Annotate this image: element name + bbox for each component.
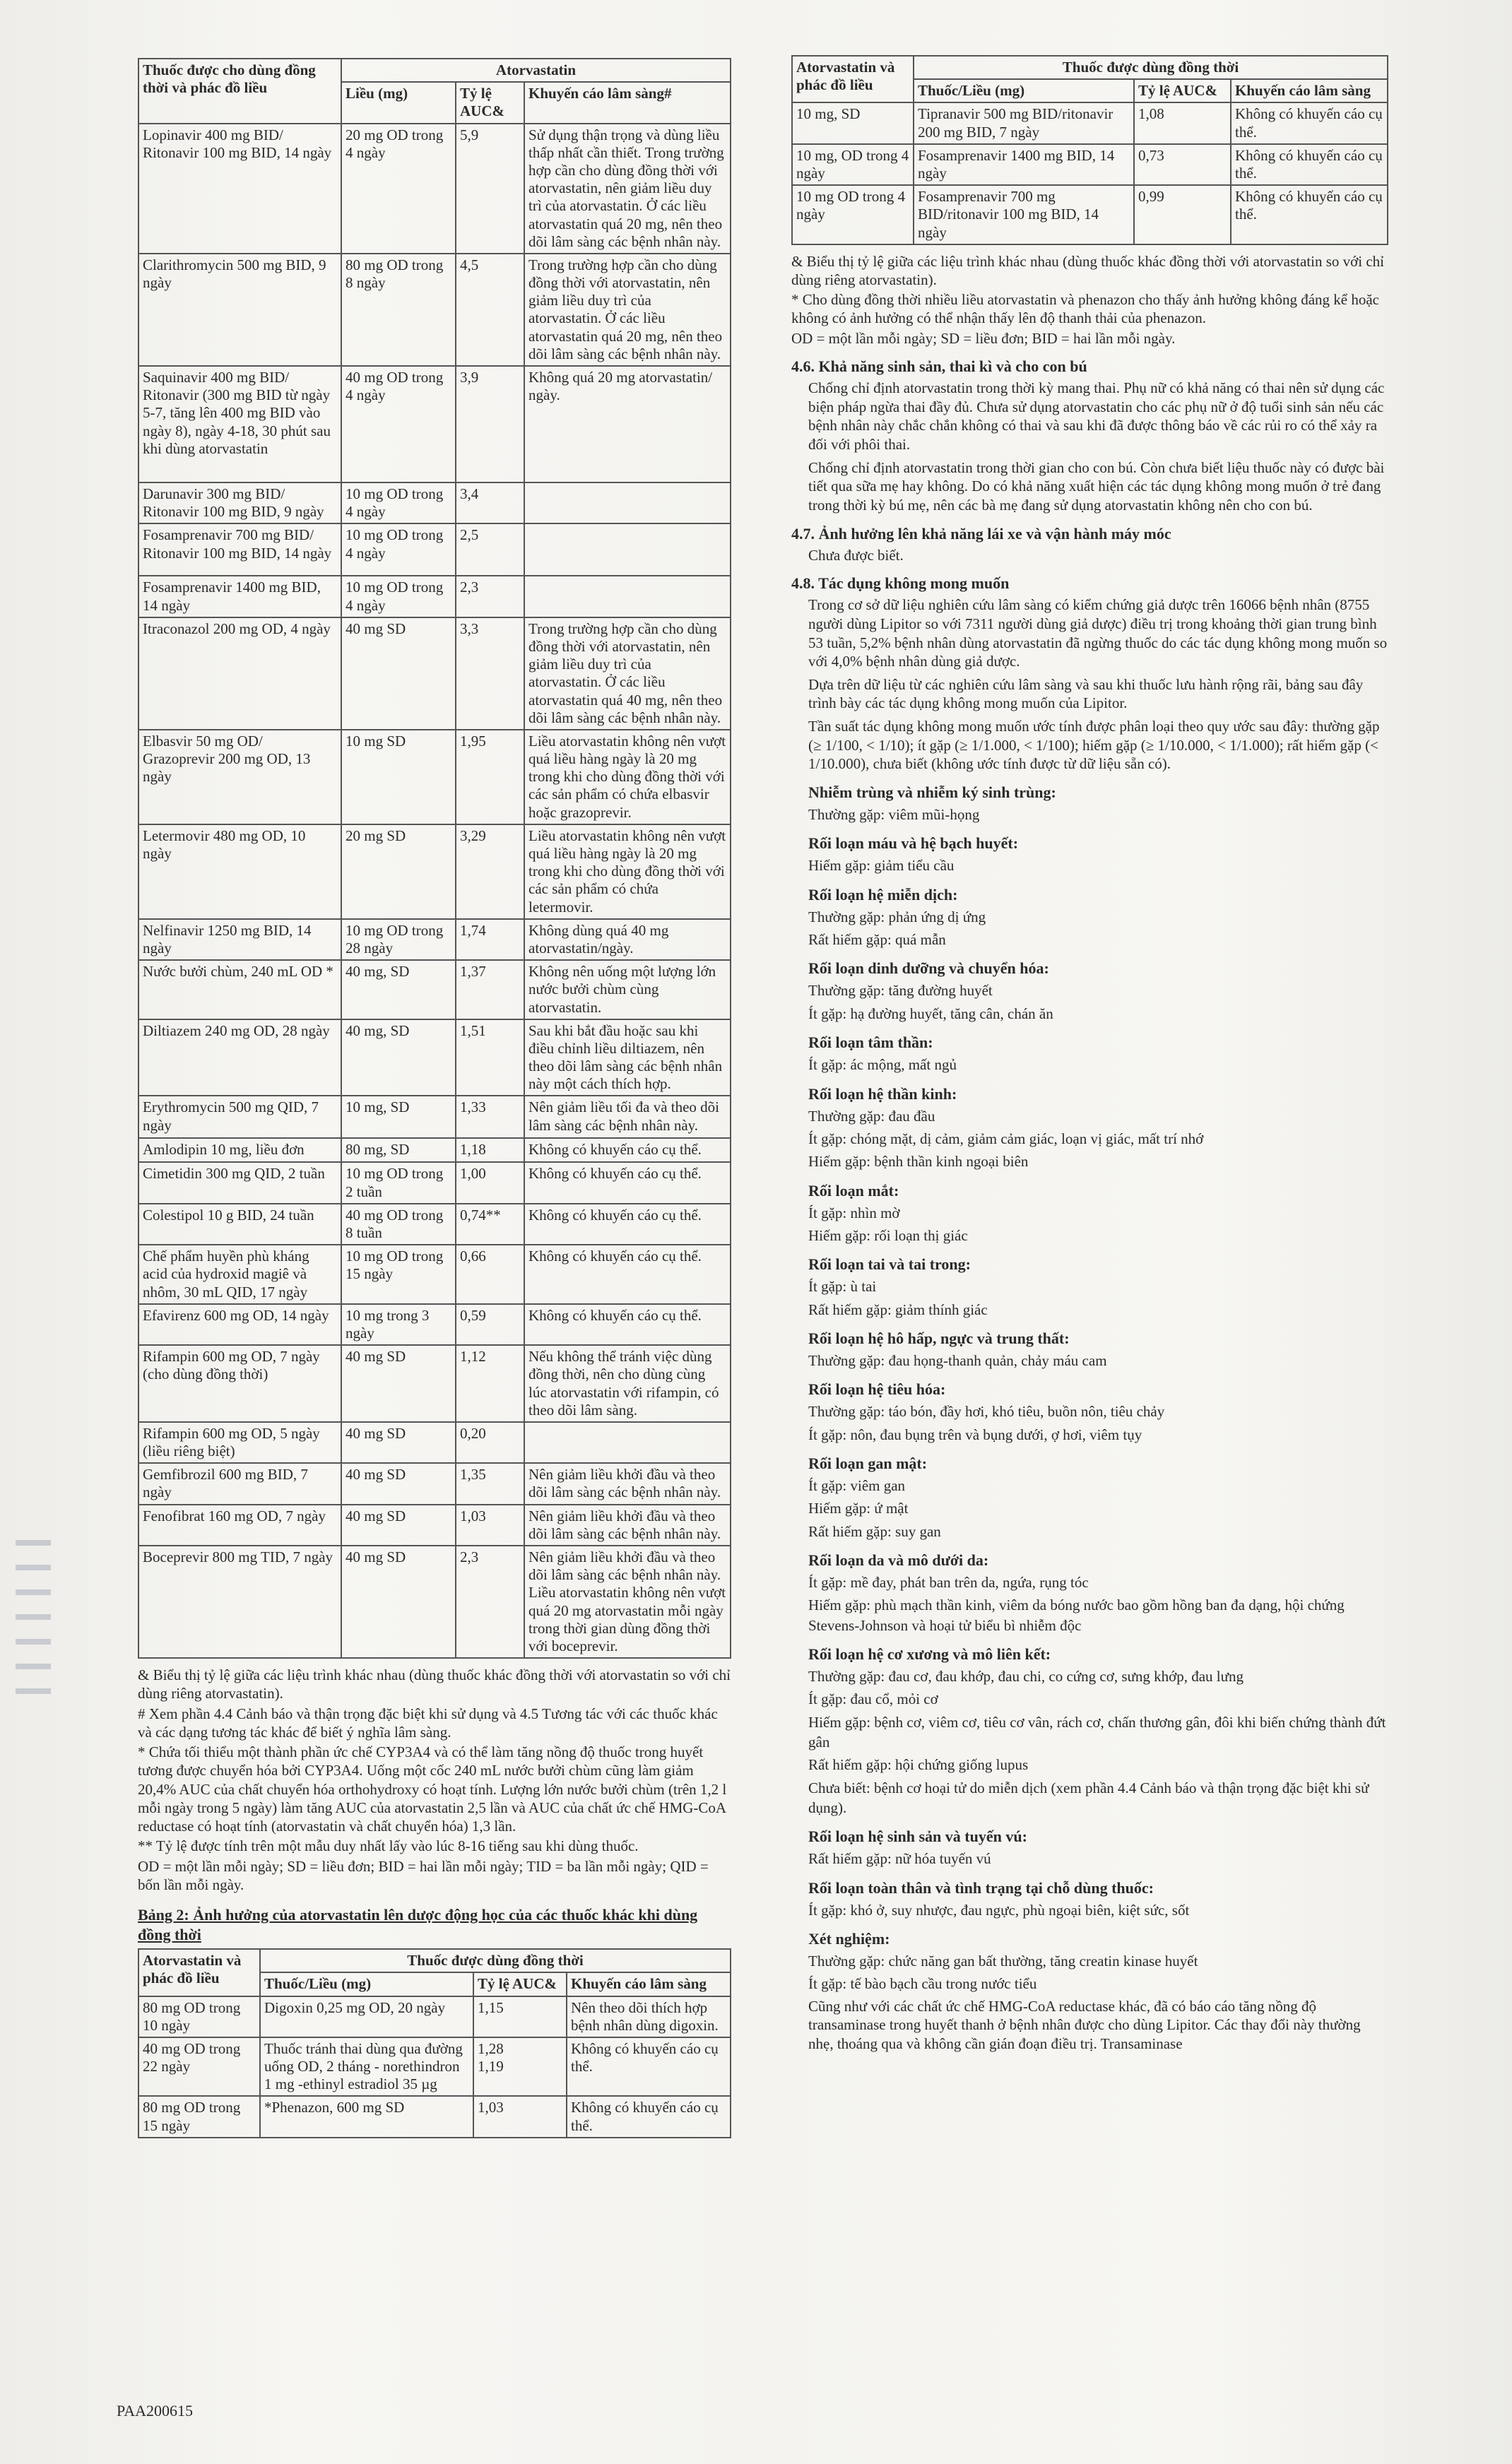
dose-cell: 40 mg SD <box>341 617 456 730</box>
edge-mark <box>16 1540 51 1546</box>
adverse-effect-item: Rất hiếm gặp: quá mẫn <box>808 931 946 949</box>
auc-ratio-cell: 2,3 <box>456 576 524 617</box>
table3-col-rec: Khuyến cáo lâm sàng <box>1231 79 1388 102</box>
table3-col-regimen: Atorvastatin và phác đồ liều <box>792 56 914 102</box>
auc-ratio-cell: 4,5 <box>456 254 524 366</box>
table-row <box>138 366 731 482</box>
table2-group-header: Thuốc được dùng đồng thời <box>260 1949 731 1972</box>
auc-ratio-cell: 1,37 <box>456 960 524 1019</box>
table-row <box>138 2096 731 2137</box>
adverse-effect-item: Ít gặp: đau cổ, mỏi cơ <box>808 1690 938 1708</box>
recommendation-cell: Liều atorvastatin không nên vượt quá liều hàng ngày là 20 mg trong khi cho dùng đồng thời với các sản phẩm có chứa elbasvir hoặc grazoprevir. <box>524 730 731 824</box>
drug-cell: Rifampin 600 mg OD, 5 ngày (liều riêng biệt) <box>138 1422 341 1463</box>
table1-col-dose: Liều (mg) <box>341 82 456 123</box>
edge-mark <box>16 1664 51 1669</box>
adverse-effect-item: Thường gặp: đau họng-thanh quản, chảy máu cam <box>808 1351 1107 1369</box>
recommendation-cell: Liều atorvastatin không nên vượt quá liều hàng ngày là 20 mg trong khi cho dùng đồng thời với các sản phẩm có chứa letermovir. <box>524 824 731 919</box>
table-row <box>138 919 731 960</box>
drug-cell: Cimetidin 300 mg QID, 2 tuần <box>138 1162 341 1203</box>
section-4-6-paragraph: Chống chỉ định atorvastatin trong thời gian cho con bú. Còn chưa biết liệu thuốc này có được bài tiết qua sữa mẹ hay không. Do có khả năng xuất hiện các tác dụng không mong muốn ở trẻ đang trong thời kỳ bú mẹ, nên các bà mẹ đang sử dụng atorvastatin không nên cho con bú. <box>808 458 1385 514</box>
auc-ratio-cell: 3,9 <box>456 366 524 482</box>
table2-caption: Bảng 2: Ảnh hưởng của atorvastatin lên dược động học của các thuốc khác khi dùng đồng thời <box>138 1906 698 1943</box>
table-row <box>138 617 731 730</box>
section-4-7-paragraph: Chưa được biết. <box>808 546 904 564</box>
dose-cell: 10 mg OD trong 15 ngày <box>341 1245 456 1304</box>
auc-ratio-cell: 1,08 <box>1134 102 1231 143</box>
footnote: # Xem phần 4.4 Cảnh báo và thận trọng đặc biệt khi sử dụng và 4.5 Tương tác với các thuốc khác và các dạng tương tác khác để biết ý nghĩa lâm sàng. <box>138 1705 718 1741</box>
recommendation-cell: Nên giảm liều khởi đầu và theo dõi lâm sàng các bệnh nhân này. <box>524 1463 731 1504</box>
auc-ratio-cell: 1,35 <box>456 1463 524 1504</box>
section-4-8-paragraph: Tần suất tác dụng không mong muốn ước tính được phân loại theo quy ước sau đây: thường gặp (≥ 1/100, < 1/10); ít gặp (≥ 1/1.000, < 1/100); hiếm gặp (≥ 1/10.000, < 1/1.000); rất hiếm gặp (< 1/10.000), chưa biết (không ước tính được từ dữ liệu sẵn có). <box>808 718 1380 773</box>
section-4-7-title: 4.7. Ảnh hưởng lên khả năng lái xe và vận hành máy móc <box>791 524 1171 543</box>
recommendation-cell: Không có khuyến cáo cụ thể. <box>1231 102 1388 143</box>
adverse-effect-item: Thường gặp: đau cơ, đau khớp, đau chi, co cứng cơ, sưng khớp, đau lưng <box>808 1668 1244 1685</box>
table2-col-rec: Khuyến cáo lâm sàng <box>567 1972 731 1996</box>
document-code: PAA200615 <box>117 2402 193 2419</box>
drug-cell: Nelfinavir 1250 mg BID, 14 ngày <box>138 919 341 960</box>
table3-group-header: Thuốc được dùng đồng thời <box>914 56 1388 79</box>
adverse-effect-category: Rối loạn hệ hô hấp, ngực và trung thất: <box>808 1329 1070 1347</box>
auc-ratio-cell: 0,74** <box>456 1204 524 1245</box>
footnote: & Biểu thị tỷ lệ giữa các liệu trình khác nhau (dùng thuốc khác đồng thời với atorvastatin so với chỉ dùng riêng atorvastatin). <box>138 1666 731 1702</box>
table3-col-auc: Tỷ lệ AUC& <box>1134 79 1231 102</box>
closing-paragraph: Cũng như với các chất ức chế HMG-CoA reductase khác, đã có báo cáo tăng nồng độ transaminase trong huyết thanh ở bệnh nhân được cho dùng Lipitor. Các thay đổi này thường nhẹ, thoáng qua và không cần gián đoạn điều trị. Transaminase <box>808 1997 1361 2053</box>
drug-cell: Lopinavir 400 mg BID/ Ritonavir 100 mg BID, 14 ngày <box>138 124 341 254</box>
adverse-effect-item: Ít gặp: nôn, đau bụng trên và bụng dưới, ợ hơi, viêm tụy <box>808 1426 1142 1443</box>
drug-cell: Itraconazol 200 mg OD, 4 ngày <box>138 617 341 730</box>
auc-ratio-cell: 2,5 <box>456 523 524 576</box>
adverse-effect-item: Rất hiếm gặp: nữ hóa tuyến vú <box>808 1850 991 1868</box>
recommendation-cell <box>524 576 731 617</box>
adverse-effect-item: Ít gặp: nhìn mờ <box>808 1204 900 1221</box>
table1-footnotes <box>138 1666 731 1894</box>
recommendation-cell: Nếu không thể tránh việc dùng đồng thời, nên cho dùng cùng lúc atorvastatin với rifampin, có theo dõi lâm sàng. <box>524 1345 731 1422</box>
recommendation-cell: Không quá 20 mg atorvastatin/ ngày. <box>524 366 731 482</box>
adverse-effect-category: Rối loạn tai và tai trong: <box>808 1255 971 1274</box>
table-row <box>138 1245 731 1304</box>
table-row <box>138 576 731 617</box>
table3-body <box>792 102 1388 244</box>
auc-ratio-cell: 1,95 <box>456 730 524 824</box>
auc-ratio-cell: 0,73 <box>1134 144 1231 185</box>
adverse-effect-item: Ít gặp: mề đay, phát ban trên da, ngứa, rụng tóc <box>808 1573 1089 1591</box>
table-row <box>792 144 1388 185</box>
table-row <box>138 1996 731 2037</box>
drug-cell: Fosamprenavir 700 mg BID/ Ritonavir 100 mg BID, 14 ngày <box>138 523 341 576</box>
adverse-effect-category: Nhiễm trùng và nhiễm ký sinh trùng: <box>808 783 1056 802</box>
adverse-effect-category: Rối loạn máu và hệ bạch huyết: <box>808 834 1019 853</box>
auc-ratio-cell: 1,51 <box>456 1019 524 1096</box>
table-row <box>138 1463 731 1504</box>
recommendation-cell: Sau khi bắt đầu hoặc sau khi điều chỉnh liều diltiazem, nên theo dõi lâm sàng các bệnh nhân này một cách thích hợp. <box>524 1019 731 1096</box>
interaction-table-2 <box>138 1948 731 2138</box>
dose-cell: 10 mg trong 3 ngày <box>341 1304 456 1345</box>
auc-ratio-cell: 2,3 <box>456 1546 524 1658</box>
auc-ratio-cell: 3,3 <box>456 617 524 730</box>
drug-cell: Tipranavir 500 mg BID/ritonavir 200 mg BID, 7 ngày <box>914 102 1134 143</box>
table-row <box>138 2037 731 2097</box>
footnote: & Biểu thị tỷ lệ giữa các liệu trình khác nhau (dùng thuốc khác đồng thời với atorvastatin so với chỉ dùng riêng atorvastatin). <box>791 252 1385 288</box>
drug-cell: Fosamprenavir 1400 mg BID, 14 ngày <box>138 576 341 617</box>
recommendation-cell: Không nên uống một lượng lớn nước bưởi chùm cùng atorvastatin. <box>524 960 731 1019</box>
drug-cell: Digoxin 0,25 mg OD, 20 ngày <box>260 1996 473 2037</box>
table-row <box>138 1422 731 1463</box>
auc-ratio-cell: 1,12 <box>456 1345 524 1422</box>
drug-cell: Gemfibrozil 600 mg BID, 7 ngày <box>138 1463 341 1504</box>
drug-cell: Fosamprenavir 1400 mg BID, 14 ngày <box>914 144 1134 185</box>
drug-cell: Thuốc tránh thai dùng qua đường uống OD, 2 tháng - norethindron 1 mg -ethinyl estradiol 35 µg <box>260 2037 473 2097</box>
auc-ratio-cell: 1,15 <box>473 1996 567 2037</box>
auc-ratio-cell: 1,03 <box>456 1505 524 1546</box>
dose-cell: 80 mg, SD <box>341 1138 456 1162</box>
edge-mark <box>16 1565 51 1570</box>
regimen-cell: 80 mg OD trong 10 ngày <box>138 1996 260 2037</box>
table-row <box>138 1345 731 1422</box>
recommendation-cell: Không có khuyến cáo cụ thể. <box>524 1162 731 1203</box>
auc-ratio-cell: 5,9 <box>456 124 524 254</box>
adverse-effect-item: Thường gặp: chức năng gan bất thường, tăng creatin kinase huyết <box>808 1953 1198 1970</box>
adverse-effect-item: Hiếm gặp: ứ mật <box>808 1500 909 1517</box>
dose-cell: 40 mg, SD <box>341 1019 456 1096</box>
dose-cell: 40 mg SD <box>341 1422 456 1463</box>
drug-cell: Colestipol 10 g BID, 24 tuần <box>138 1204 341 1245</box>
auc-ratio-cell: 1,03 <box>473 2096 567 2137</box>
dose-cell: 10 mg, SD <box>341 1096 456 1138</box>
dose-cell: 10 mg OD trong 2 tuần <box>341 1162 456 1203</box>
table3-col-drug: Thuốc/Liều (mg) <box>914 79 1134 102</box>
section-4-8-paragraph: Trong cơ sở dữ liệu nghiên cứu lâm sàng có kiểm chứng giả dược trên 16066 bệnh nhân (8755 người dùng Lipitor so với 7311 người dùng giả dược) điều trị trong khoảng thời gian trung bình 53 tuần, 5,2% bệnh nhân dùng atorvastatin đã ngừng thuốc do các tác dụng không mong muốn so với 4,0% bệnh nhân dùng giả dược. <box>808 596 1388 670</box>
adverse-effect-item: Ít gặp: chóng mặt, dị cảm, giảm cảm giác, loạn vị giác, mất trí nhớ <box>808 1130 1204 1147</box>
dose-cell: 40 mg OD trong 4 ngày <box>341 366 456 482</box>
auc-ratio-cell: 0,59 <box>456 1304 524 1345</box>
adverse-effect-item: Rất hiếm gặp: suy gan <box>808 1522 941 1540</box>
adverse-effect-item: Hiếm gặp: rối loạn thị giác <box>808 1226 968 1244</box>
adverse-effect-item: Hiếm gặp: bệnh thần kinh ngoại biên <box>808 1153 1029 1171</box>
adverse-effect-category: Rối loạn hệ tiêu hóa: <box>808 1380 946 1399</box>
table2-col-regimen: Atorvastatin và phác đồ liều <box>138 1949 260 1996</box>
adverse-effect-category: Rối loạn hệ thần kinh: <box>808 1084 957 1103</box>
adverse-effect-item: Ít gặp: ác mộng, mất ngủ <box>808 1056 957 1074</box>
table2-col-drug: Thuốc/Liều (mg) <box>260 1972 473 1996</box>
auc-ratio-cell: 1,00 <box>456 1162 524 1203</box>
table1-group-header: Atorvastatin <box>341 59 731 82</box>
footnote: OD = một lần mỗi ngày; SD = liều đơn; BID = hai lần mỗi ngày. <box>791 329 1176 347</box>
right-column <box>791 55 1388 2058</box>
table-row <box>138 1304 731 1345</box>
adverse-effect-item: Thường gặp: táo bón, đầy hơi, khó tiêu, buồn nôn, tiêu chảy <box>808 1403 1165 1421</box>
dose-cell: 40 mg, SD <box>341 960 456 1019</box>
drug-cell: Diltiazem 240 mg OD, 28 ngày <box>138 1019 341 1096</box>
adverse-effect-category: Rối loạn mắt: <box>808 1181 899 1200</box>
section-4-8-title: 4.8. Tác dụng không mong muốn <box>791 574 1010 593</box>
regimen-cell: 10 mg OD trong 4 ngày <box>792 185 914 244</box>
recommendation-cell: Trong trường hợp cần cho dùng đồng thời với atorvastatin, nên giảm liều duy trì của atorvastatin. Ở các liều atorvastatin quá 40 mg, nên theo dõi lâm sàng các bệnh nhân này. <box>524 617 731 730</box>
table1-col-auc: Tỷ lệ AUC& <box>456 82 524 123</box>
auc-ratio-cell: 1,28 1,19 <box>473 2037 567 2097</box>
drug-cell: Darunavir 300 mg BID/ Ritonavir 100 mg BID, 9 ngày <box>138 482 341 523</box>
interaction-table-2-continued <box>791 55 1388 245</box>
table-row <box>138 824 731 919</box>
drug-cell: Chế phẩm huyền phù kháng acid của hydroxid magiê và nhôm, 30 mL QID, 17 ngày <box>138 1245 341 1304</box>
adverse-effect-category: Rối loạn hệ cơ xương và mô liên kết: <box>808 1645 1051 1663</box>
recommendation-cell: Không có khuyến cáo cụ thể. <box>1231 185 1388 244</box>
edge-mark <box>16 1589 51 1595</box>
auc-ratio-cell: 3,4 <box>456 482 524 523</box>
recommendation-cell: Không có khuyến cáo cụ thể. <box>524 1304 731 1345</box>
auc-ratio-cell: 0,99 <box>1134 185 1231 244</box>
dose-cell: 40 mg SD <box>341 1505 456 1546</box>
table3-footnotes <box>791 252 1388 348</box>
recommendation-cell: Nên giảm liều khởi đầu và theo dõi lâm sàng các bệnh nhân này. <box>524 1505 731 1546</box>
adverse-effect-item: Thường gặp: viêm mũi-họng <box>808 806 980 824</box>
footnote: * Chứa tối thiểu một thành phần ức chế CYP3A4 và có thể làm tăng nồng độ thuốc trong huyết tương được chuyển hóa bởi CYP3A4. Uống một cốc 240 mL nước bưởi chùm cũng làm giảm 20,4% AUC của chất chuyển hóa orthohydroxy có hoạt tính. Lượng lớn nước bưởi chùm (trên 1,2 l mỗi ngày trong 5 ngày) làm tăng AUC của atorvastatin 2,5 lần và AUC của chất ức chế HMG-CoA reductase có hoạt tính (atorvastatin và chất chuyển hóa) 1,3 lần. <box>138 1743 727 1835</box>
regimen-cell: 80 mg OD trong 15 ngày <box>138 2096 260 2137</box>
table2-col-auc: Tỷ lệ AUC& <box>473 1972 567 1996</box>
table-row <box>792 185 1388 244</box>
recommendation-cell: Không có khuyến cáo cụ thể. <box>567 2096 731 2137</box>
adverse-effect-item: Rất hiếm gặp: giảm thính giác <box>808 1301 988 1318</box>
drug-cell: Nước bưởi chùm, 240 mL OD * <box>138 960 341 1019</box>
dose-cell: 20 mg SD <box>341 824 456 919</box>
table1-col-rec: Khuyến cáo lâm sàng# <box>524 82 731 123</box>
recommendation-cell: Không có khuyến cáo cụ thể. <box>524 1204 731 1245</box>
table1-body <box>138 124 731 1659</box>
section-4-6-paragraph: Chống chỉ định atorvastatin trong thời kỳ mang thai. Phụ nữ có khả năng có thai nên sử dụng các biện pháp ngừa thai đầy đủ. Chưa sử dụng atorvastatin cho các phụ nữ ở độ tuổi sinh sản nếu các bệnh nhân này chắc chắn không có thai và sau khi đã được thông báo về các rủi ro có thể xảy ra đối với phôi thai. <box>808 379 1385 453</box>
table-row <box>138 1546 731 1658</box>
dose-cell: 40 mg OD trong 8 tuần <box>341 1204 456 1245</box>
recommendation-cell: Nên giảm liều tối đa và theo dõi lâm sàng các bệnh nhân này. <box>524 1096 731 1138</box>
auc-ratio-cell: 1,33 <box>456 1096 524 1138</box>
drug-cell: *Phenazon, 600 mg SD <box>260 2096 473 2137</box>
table-row <box>138 1505 731 1546</box>
adverse-effect-item: Ít gặp: hạ đường huyết, tăng cân, chán ăn <box>808 1005 1053 1022</box>
table2-body <box>138 1996 731 2138</box>
footnote: ** Tỷ lệ được tính trên một mẫu duy nhất lấy vào lúc 8-16 tiếng sau khi dùng thuốc. <box>138 1837 639 1855</box>
drug-cell: Fenofibrat 160 mg OD, 7 ngày <box>138 1505 341 1546</box>
recommendation-cell: Nên theo dõi thích hợp bệnh nhân dùng digoxin. <box>567 1996 731 2037</box>
dose-cell: 10 mg OD trong 4 ngày <box>341 523 456 576</box>
adverse-effect-category: Rối loạn gan mật: <box>808 1454 928 1472</box>
adverse-effect-item: Hiếm gặp: giảm tiểu cầu <box>808 857 955 875</box>
adverse-effect-category: Rối loạn hệ miễn dịch: <box>808 885 958 904</box>
drug-cell: Rifampin 600 mg OD, 7 ngày (cho dùng đồng thời) <box>138 1345 341 1422</box>
adverse-effect-category: Rối loạn dinh dưỡng và chuyển hóa: <box>808 959 1049 978</box>
table-row <box>138 254 731 366</box>
table-row <box>138 1162 731 1203</box>
adverse-effect-item: Chưa biết: bệnh cơ hoại tử do miễn dịch (xem phần 4.4 Cảnh báo và thận trọng đặc biệt khi sử dụng). <box>808 1779 1369 1817</box>
dose-cell: 10 mg OD trong 4 ngày <box>341 482 456 523</box>
table-row <box>138 1204 731 1245</box>
drug-cell: Erythromycin 500 mg QID, 7 ngày <box>138 1096 341 1138</box>
footnote: * Cho dùng đồng thời nhiều liều atorvastatin và phenazon cho thấy ảnh hưởng không đáng kể hoặc không có ảnh hưởng có thể nhận thấy lên độ thanh thải của phenazon. <box>791 291 1379 327</box>
auc-ratio-cell: 0,20 <box>456 1422 524 1463</box>
table1-col-drug: Thuốc được cho dùng đồng thời và phác đồ liều <box>138 59 341 124</box>
table-row <box>138 1138 731 1162</box>
edge-mark <box>16 1614 51 1620</box>
left-column <box>138 58 731 2138</box>
drug-cell: Clarithromycin 500 mg BID, 9 ngày <box>138 254 341 366</box>
recommendation-cell <box>524 482 731 523</box>
drug-cell: Efavirenz 600 mg OD, 14 ngày <box>138 1304 341 1345</box>
recommendation-cell: Không có khuyến cáo cụ thể. <box>524 1138 731 1162</box>
drug-cell: Boceprevir 800 mg TID, 7 ngày <box>138 1546 341 1658</box>
recommendation-cell <box>524 523 731 576</box>
drug-cell: Elbasvir 50 mg OD/ Grazoprevir 200 mg OD, 13 ngày <box>138 730 341 824</box>
recommendation-cell: Không có khuyến cáo cụ thể. <box>567 2037 731 2097</box>
adverse-effect-item: Ít gặp: ù tai <box>808 1278 877 1296</box>
recommendation-cell: Không có khuyến cáo cụ thể. <box>1231 144 1388 185</box>
footnote: OD = một lần mỗi ngày; SD = liều đơn; BID = hai lần mỗi ngày; TID = ba lần mỗi ngày; QID = bốn lần mỗi ngày. <box>138 1857 709 1893</box>
adverse-effect-category: Rối loạn toàn thân và tình trạng tại chỗ dùng thuốc: <box>808 1878 1154 1897</box>
auc-ratio-cell: 0,66 <box>456 1245 524 1304</box>
table-row <box>138 1096 731 1138</box>
dose-cell: 40 mg SD <box>341 1463 456 1504</box>
table-row <box>138 960 731 1019</box>
regimen-cell: 40 mg OD trong 22 ngày <box>138 2037 260 2097</box>
adverse-effect-category: Xét nghiệm: <box>808 1930 890 1948</box>
drug-cell: Saquinavir 400 mg BID/ Ritonavir (300 mg BID từ ngày 5-7, tăng lên 400 mg BID vào ngày 8), ngày 4-18, 30 phút sau khi dùng atorvastatin <box>138 366 341 482</box>
adverse-effect-item: Ít gặp: khó ở, suy nhược, đau ngực, phù ngoại biên, kiệt sức, sốt <box>808 1901 1190 1919</box>
recommendation-cell: Không dùng quá 40 mg atorvastatin/ngày. <box>524 919 731 960</box>
table-row <box>138 730 731 824</box>
dose-cell: 80 mg OD trong 8 ngày <box>341 254 456 366</box>
dose-cell: 40 mg SD <box>341 1345 456 1422</box>
table-row <box>138 124 731 254</box>
auc-ratio-cell: 1,74 <box>456 919 524 960</box>
edge-mark <box>16 1639 51 1645</box>
dose-cell: 10 mg SD <box>341 730 456 824</box>
table-row <box>138 523 731 576</box>
auc-ratio-cell: 1,18 <box>456 1138 524 1162</box>
regimen-cell: 10 mg, SD <box>792 102 914 143</box>
adverse-effect-item: Thường gặp: tăng đường huyết <box>808 982 993 1000</box>
adverse-effect-category: Rối loạn da và mô dưới da: <box>808 1551 989 1569</box>
recommendation-cell: Sử dụng thận trọng và dùng liều thấp nhất cần thiết. Trong trường hợp cần cho dùng đồng thời với atorvastatin, nên giảm liều duy trì của atorvastatin. Ở các liều atorvastatin quá 20 mg, nên theo dõi lâm sàng các bệnh nhân này. <box>524 124 731 254</box>
adverse-effect-item: Hiếm gặp: phù mạch thần kinh, viêm da bóng nước bao gồm hồng ban đa dạng, hội chứng Stevens-Johnson và hoại tử biểu bì nhiễm độc <box>808 1597 1345 1634</box>
adverse-effect-item: Thường gặp: phản ứng dị ứng <box>808 908 986 925</box>
dose-cell: 10 mg OD trong 28 ngày <box>341 919 456 960</box>
drug-cell: Fosamprenavir 700 mg BID/ritonavir 100 mg BID, 14 ngày <box>914 185 1134 244</box>
table-row <box>792 102 1388 143</box>
section-4-6-title: 4.6. Khả năng sinh sản, thai kì và cho con bú <box>791 357 1087 375</box>
dose-cell: 20 mg OD trong 4 ngày <box>341 124 456 254</box>
adverse-effect-item: Hiếm gặp: bệnh cơ, viêm cơ, tiêu cơ vân, rách cơ, chấn thương gân, đôi khi biến chứng thành đứt gân <box>808 1713 1386 1751</box>
regimen-cell: 10 mg, OD trong 4 ngày <box>792 144 914 185</box>
table-row <box>138 1019 731 1096</box>
adverse-effect-category: Rối loạn hệ sinh sản và tuyến vú: <box>808 1828 1027 1846</box>
adverse-effect-item: Thường gặp: đau đầu <box>808 1107 935 1125</box>
adverse-effects-list <box>791 783 1388 1994</box>
drug-cell: Letermovir 480 mg OD, 10 ngày <box>138 824 341 919</box>
interaction-table-1 <box>138 58 731 1659</box>
section-4-8-paragraph: Dựa trên dữ liệu từ các nghiên cứu lâm sàng và sau khi thuốc lưu hành rộng rãi, bảng sau đây trình bày các tác dụng không mong muốn của Lipitor. <box>808 675 1364 712</box>
edge-mark <box>16 1688 51 1694</box>
auc-ratio-cell: 3,29 <box>456 824 524 919</box>
adverse-effect-item: Ít gặp: tế bào bạch cầu trong nước tiểu <box>808 1975 1037 1993</box>
recommendation-cell: Nên giảm liều khởi đầu và theo dõi lâm sàng các bệnh nhân này. Liều atorvastatin không nên vượt quá 20 mg atorvastatin mỗi ngày trong thời gian dùng đồng thời với boceprevir. <box>524 1546 731 1658</box>
recommendation-cell: Trong trường hợp cần cho dùng đồng thời với atorvastatin, nên giảm liều duy trì của atorvastatin. Ở các liều atorvastatin quá 20 mg, nên theo dõi lâm sàng các bệnh nhân này. <box>524 254 731 366</box>
adverse-effect-category: Rối loạn tâm thần: <box>808 1033 933 1052</box>
recommendation-cell <box>524 1422 731 1463</box>
drug-cell: Amlodipin 10 mg, liều đơn <box>138 1138 341 1162</box>
adverse-effect-item: Rất hiếm gặp: hội chứng giống lupus <box>808 1756 1029 1774</box>
recommendation-cell: Không có khuyến cáo cụ thể. <box>524 1245 731 1304</box>
adverse-effect-item: Ít gặp: viêm gan <box>808 1476 906 1494</box>
dose-cell: 10 mg OD trong 4 ngày <box>341 576 456 617</box>
table-row <box>138 482 731 523</box>
dose-cell: 40 mg SD <box>341 1546 456 1658</box>
